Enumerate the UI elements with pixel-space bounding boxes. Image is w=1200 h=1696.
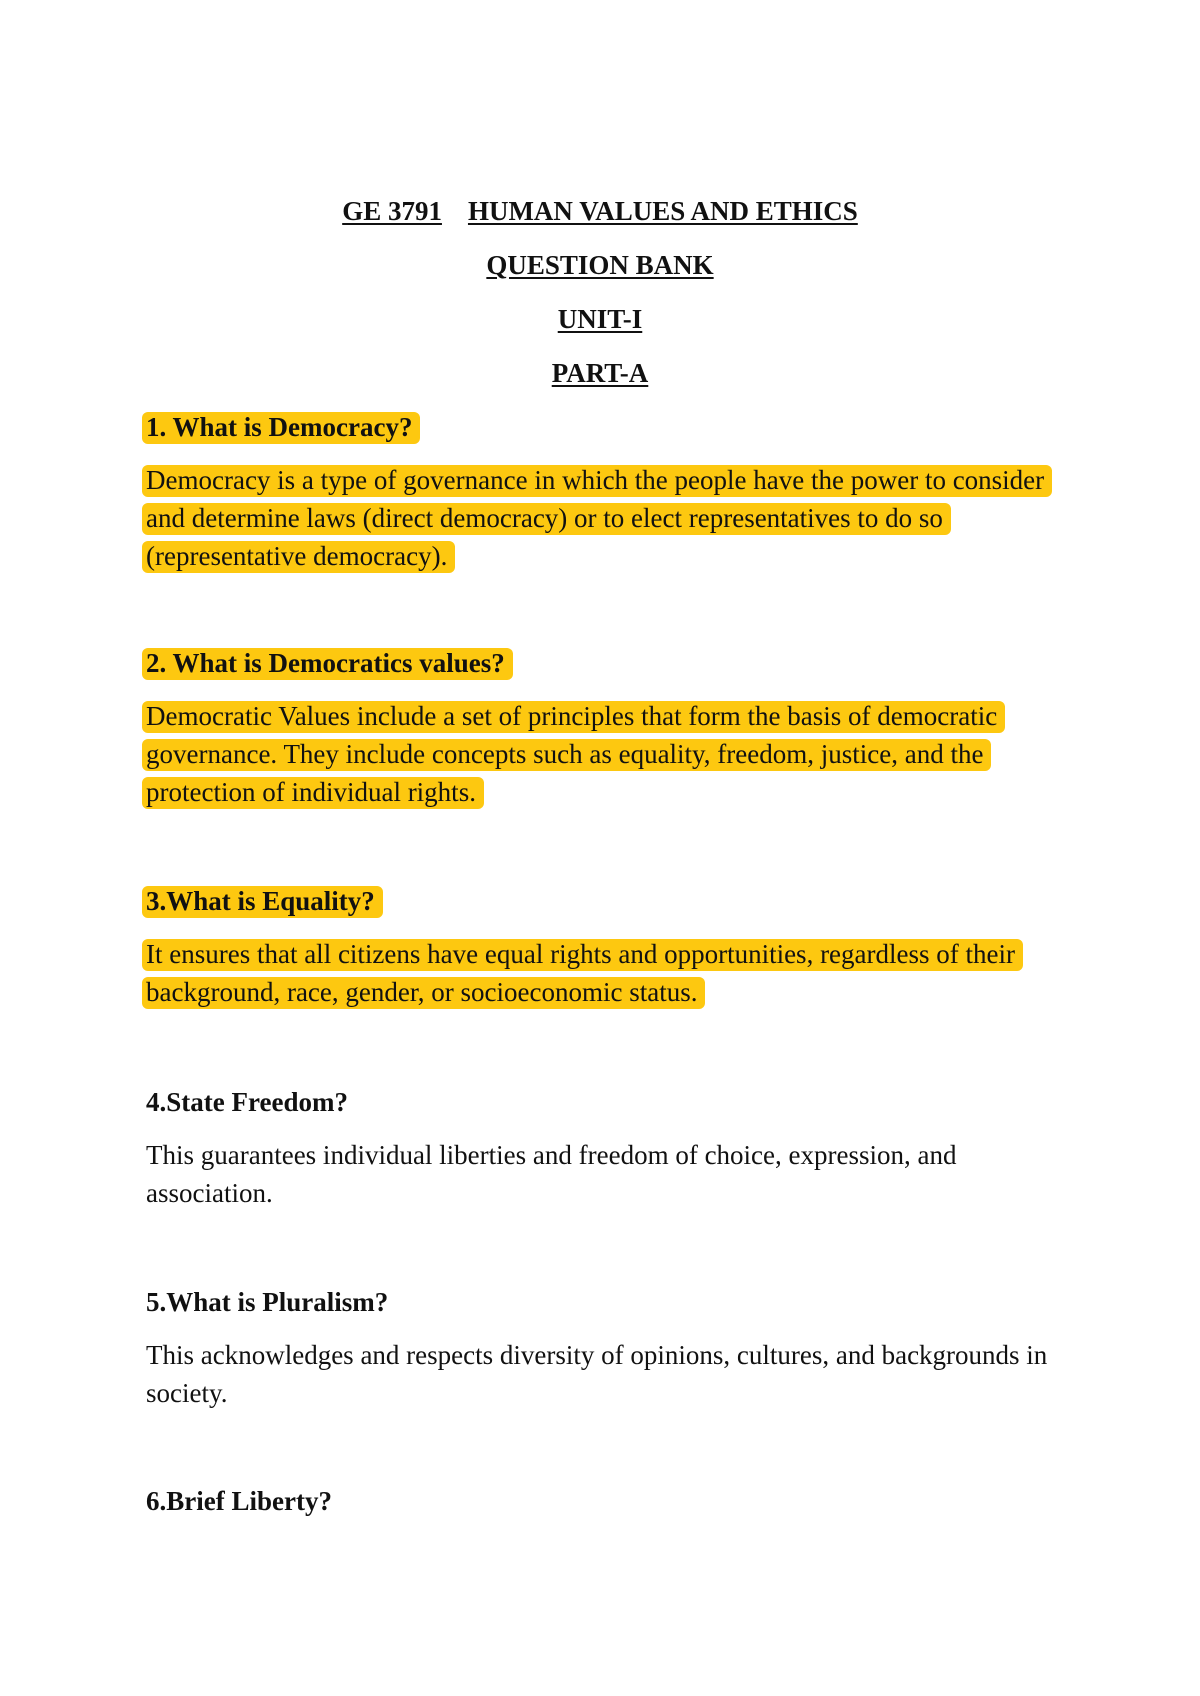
answer-1-text: Democracy is a type of governance in which the people have the power to consider and determine laws (direct democracy) or to elect representatives to do so (representative democracy).	[142, 465, 1052, 573]
answer-4: This guarantees individual liberties and freedom of choice, expression, and association.	[146, 1140, 957, 1208]
answer-1	[146, 461, 1086, 575]
question-1-text: 1. What is Democracy?	[142, 412, 420, 444]
question-3-text: 3.What is Equality?	[142, 886, 383, 918]
question-1	[146, 410, 1086, 444]
answer-2-text: Democratic Values include a set of principles that form the basis of democratic governance. They include concepts such as equality, freedom, justice, and the protection of individual rights.	[142, 701, 1005, 809]
course-heading	[0, 194, 1200, 228]
course-code: GE 3791	[342, 196, 442, 226]
question-5: 5.What is Pluralism?	[146, 1287, 389, 1317]
answer-5: This acknowledges and respects diversity of opinions, cultures, and backgrounds in society.	[146, 1340, 1048, 1408]
question-2-text: 2. What is Democratics values?	[142, 648, 513, 680]
course-title: HUMAN VALUES AND ETHICS	[467, 196, 858, 226]
answer-2	[146, 697, 1086, 811]
document-subtitle: QUESTION BANK	[486, 250, 714, 280]
answer-3-text: It ensures that all citizens have equal rights and opportunities, regardless of their background, race, gender, or socioeconomic status.	[142, 939, 1023, 1009]
question-3	[146, 884, 1086, 918]
unit-label: UNIT-I	[557, 304, 643, 334]
answer-3	[146, 935, 1086, 1011]
question-2	[146, 646, 1086, 680]
question-6: 6.Brief Liberty?	[146, 1486, 332, 1516]
part-label: PART-A	[551, 358, 649, 388]
question-4: 4.State Freedom?	[146, 1087, 348, 1117]
